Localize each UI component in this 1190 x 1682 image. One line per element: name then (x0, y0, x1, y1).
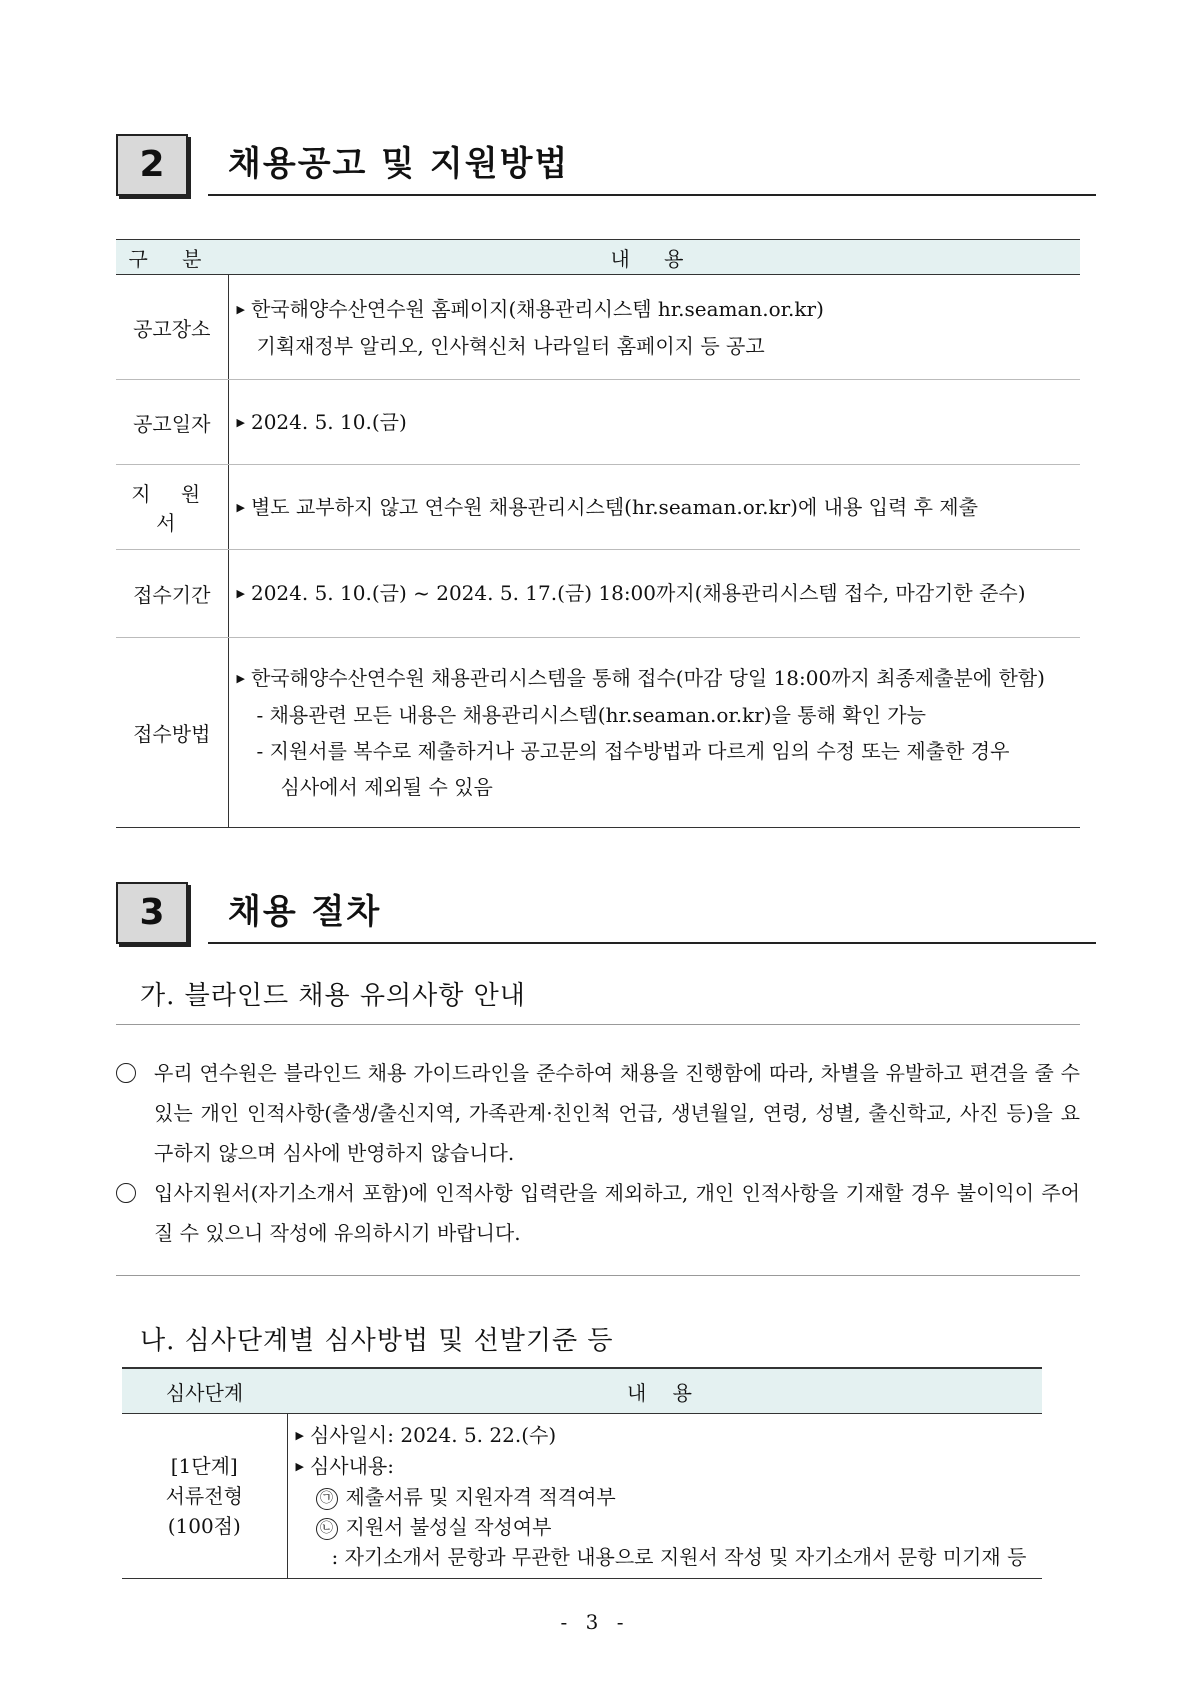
content-line: 심사에서 제외될 수 있음 (280, 775, 493, 799)
content-line: 한국해양수산연수원 채용관리시스템을 통해 접수(마감 당일 18:00까지 최종제출분에 한함) (250, 666, 1045, 690)
row-label: 공고일자 (116, 380, 228, 465)
content-line: (채용관리시스템 접수, 마감기한 준수) (694, 581, 1026, 605)
bullet-triangle-icon: ▶ (236, 302, 245, 316)
bullet-triangle-icon: ▶ (236, 500, 245, 514)
row-label: 접수방법 (116, 638, 228, 828)
row-label: 접수기간 (116, 550, 228, 638)
content-line: 한국해양수산연수원 홈페이지(채용관리시스템 hr.seaman.or.kr) (250, 296, 824, 321)
bullet-triangle-icon: ▶ (236, 415, 245, 429)
subsection-a-title: 가. 블라인드 채용 유의사항 안내 (140, 981, 526, 1011)
table-row (116, 465, 1080, 550)
header-category: 구 분 (116, 240, 228, 275)
note-item (116, 1173, 1080, 1253)
section-3-header (116, 882, 1096, 944)
header-content: 내 용 (287, 1368, 1042, 1414)
section-underline (208, 194, 1096, 196)
table-row (122, 1414, 1042, 1579)
section-underline (208, 942, 1096, 944)
page-number: - 3 - (560, 1610, 630, 1634)
stage-step: [1단계] (170, 1454, 238, 1478)
header-stage: 심사단계 (122, 1368, 287, 1414)
circle-bullet-icon (116, 1063, 136, 1083)
content-line: 별도 교부하지 않고 연수원 채용관리시스템(hr.seaman.or.kr)에 내용 입력 후 제출 (250, 494, 978, 519)
table-header-row (122, 1368, 1042, 1414)
stage-label (122, 1414, 287, 1579)
bullet-triangle-icon: ▶ (236, 672, 245, 685)
stage-name: 서류전형 (165, 1484, 243, 1508)
divider (116, 1275, 1080, 1276)
stage-content (287, 1414, 1042, 1579)
table-row (116, 638, 1080, 828)
content-line: - 채용관련 모든 내용은 채용관리시스템(hr.seaman.or.kr)을 통해 확인 가능 (256, 703, 926, 727)
blind-hiring-notes (116, 1053, 1080, 1253)
section-number: 2 (116, 134, 188, 196)
row-label: 공고장소 (116, 275, 228, 380)
header-content: 내 용 (228, 240, 1080, 275)
table-row (116, 550, 1080, 638)
circled-ga-icon: ㉠ (316, 1488, 338, 1510)
row-label: 지 원 서 (116, 465, 228, 550)
bullet-triangle-icon: ▶ (295, 1429, 304, 1442)
content-line: 제출서류 및 지원자격 적격여부 (345, 1485, 616, 1509)
row-content (228, 275, 1080, 380)
row-content (228, 550, 1080, 638)
note-text: 입사지원서(자기소개서 포함)에 인적사항 입력란을 제외하고, 개인 인적사항을 기재할 경우 불이익이 주어질 수 있으니 작성에 유의하시기 바랍니다. (154, 1181, 1080, 1245)
content-line: - 지원서를 복수로 제출하거나 공고문의 접수방법과 다르게 임의 수정 또는 제출한 경우 (256, 739, 1010, 763)
content-line: : 자기소개서 문항과 무관한 내용으로 지원서 작성 및 자기소개서 문항 미기재 등 (331, 1545, 1027, 1569)
content-line: 지원서 불성실 작성여부 (345, 1515, 552, 1539)
content-line: 심사내용: (309, 1454, 394, 1478)
row-content (228, 465, 1080, 550)
bullet-triangle-icon: ▶ (236, 587, 245, 600)
bullet-triangle-icon: ▶ (295, 1460, 304, 1473)
note-item (116, 1053, 1080, 1173)
section-title: 채용 절차 (228, 892, 382, 932)
circle-bullet-icon (116, 1183, 136, 1203)
recruitment-notice-table (116, 239, 1080, 828)
deadline-bold: 2024. 5. 10.(금) ~ 2024. 5. 17.(금) 18:00까지 (250, 581, 695, 605)
table-row (116, 275, 1080, 380)
stage-points: (100점) (167, 1514, 241, 1538)
circled-na-icon: ㉡ (316, 1518, 338, 1540)
content-line: 심사일시: 2024. 5. 22.(수) (309, 1423, 557, 1447)
screening-stage-table (122, 1367, 1042, 1579)
note-text: 우리 연수원은 블라인드 채용 가이드라인을 준수하여 채용을 진행함에 따라, 차별을 유발하고 편견을 줄 수 있는 개인 인적사항(출생/출신지역, 가족관계·친인척 언급, 생년월일, 연령, 성별, 출신학교, 사진 등)을 요구하지 않으며 심사에 반영하지 않습니다. (154, 1061, 1080, 1165)
subsection-b-title: 나. 심사단계별 심사방법 및 선발기준 등 (140, 1326, 614, 1356)
table-row (116, 380, 1080, 465)
divider (116, 1024, 1080, 1025)
row-content (228, 380, 1080, 465)
section-title: 채용공고 및 지원방법 (228, 144, 570, 184)
row-content (228, 638, 1080, 828)
content-line: 기획재정부 알리오, 인사혁신처 나라일터 홈페이지 등 공고 (256, 333, 765, 358)
table-header-row (116, 240, 1080, 275)
section-2-header (116, 134, 1096, 196)
content-line: 2024. 5. 10.(금) (250, 409, 407, 434)
section-number: 3 (116, 882, 188, 944)
